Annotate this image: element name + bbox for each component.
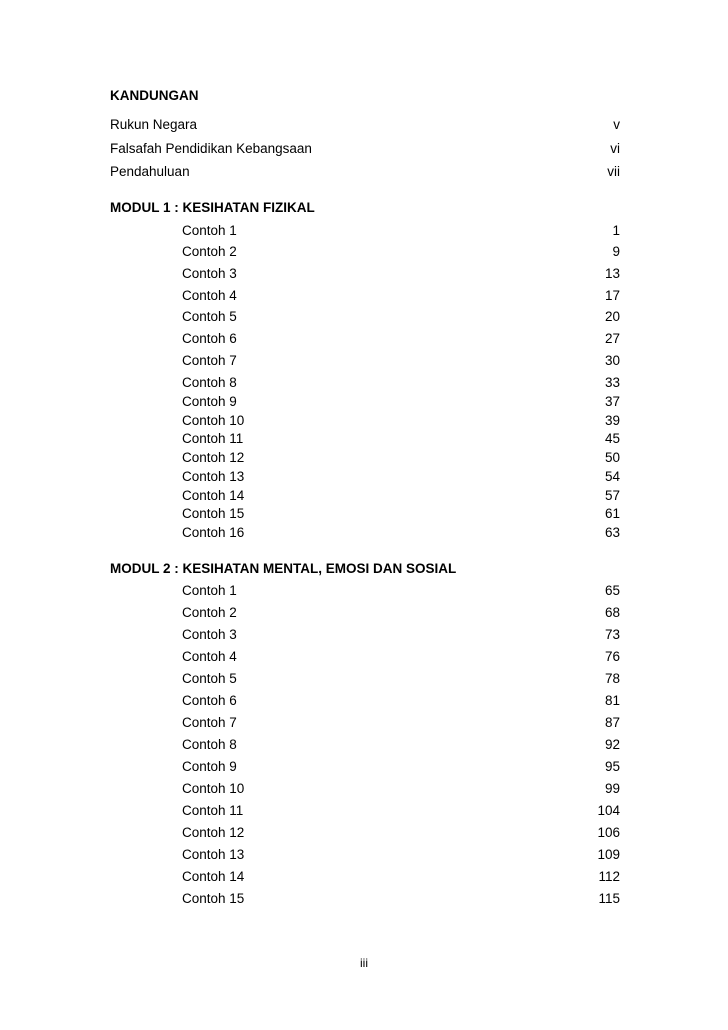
- toc-entry-page: 50: [604, 450, 620, 465]
- toc-entry-page: 73: [604, 627, 620, 642]
- toc-entry-page: 76: [604, 649, 620, 664]
- toc-entry-label: Contoh 3: [182, 627, 237, 642]
- toc-entry-page: 17: [604, 288, 620, 303]
- toc-entry-page: 33: [604, 375, 620, 390]
- list-item: [110, 582, 620, 600]
- toc-entry-page: 106: [597, 825, 620, 840]
- toc-entry-page: 63: [604, 525, 620, 540]
- toc-entry-label: Contoh 2: [182, 244, 237, 259]
- list-item: [110, 243, 620, 261]
- list-item: [110, 824, 620, 842]
- list-item: [110, 412, 620, 430]
- toc-entry-label: Pendahuluan: [110, 164, 190, 179]
- toc-entry-page: 78: [604, 671, 620, 686]
- toc-entry-label: Contoh 6: [182, 331, 237, 346]
- toc-entry-page: 61: [604, 506, 620, 521]
- list-item: [110, 487, 620, 505]
- toc-entry-label: Falsafah Pendidikan Kebangsaan: [110, 141, 312, 156]
- toc-entry-label: Contoh 11: [182, 803, 244, 818]
- toc-entry-page: vi: [610, 141, 620, 156]
- toc-entry-rukun-negara: [110, 116, 620, 134]
- toc-entry-label: Contoh 15: [182, 506, 245, 521]
- list-item: [110, 222, 620, 240]
- toc-entry-label: Contoh 14: [182, 869, 245, 884]
- toc-entry-page: 109: [597, 847, 620, 862]
- list-item: [110, 670, 620, 688]
- toc-entry-label: Contoh 11: [182, 431, 244, 446]
- toc-entry-label: Contoh 10: [182, 781, 245, 796]
- list-item: [110, 308, 620, 326]
- list-item: [110, 330, 620, 348]
- toc-entry-page: 68: [604, 605, 620, 620]
- list-item: [110, 430, 620, 448]
- toc-entry-label: Contoh 2: [182, 605, 237, 620]
- list-item: [110, 505, 620, 523]
- list-item: [110, 780, 620, 798]
- toc-entry-label: Contoh 12: [182, 825, 245, 840]
- toc-entry-label: Contoh 5: [182, 671, 237, 686]
- page-title: KANDUNGAN: [110, 88, 199, 103]
- toc-entry-label: Contoh 6: [182, 693, 237, 708]
- toc-entry-label: Contoh 10: [182, 413, 245, 428]
- toc-entry-page: 9: [612, 244, 620, 259]
- page-number: iii: [360, 956, 368, 970]
- toc-entry-page: 54: [604, 469, 620, 484]
- toc-entry-page: 37: [604, 394, 620, 409]
- list-item: [110, 802, 620, 820]
- list-item: [110, 626, 620, 644]
- toc-entry-label: Rukun Negara: [110, 117, 198, 132]
- toc-entry-page: vii: [607, 164, 620, 179]
- list-item: [110, 714, 620, 732]
- toc-entry-page: 115: [598, 891, 620, 906]
- toc-entry-label: Contoh 13: [182, 847, 245, 862]
- toc-entry-label: Contoh 9: [182, 759, 237, 774]
- toc-entry-label: Contoh 7: [182, 353, 237, 368]
- list-item: [110, 890, 620, 908]
- toc-entry-label: Contoh 8: [182, 375, 237, 390]
- toc-entry-page: v: [613, 117, 620, 132]
- toc-entry-label: Contoh 4: [182, 288, 237, 303]
- toc-entry-page: 65: [604, 583, 620, 598]
- list-item: [110, 758, 620, 776]
- toc-entry-page: 13: [604, 266, 620, 281]
- list-item: [110, 393, 620, 411]
- toc-entry-label: Contoh 14: [182, 488, 245, 503]
- toc-entry-page: 39: [604, 413, 620, 428]
- module-1-heading: MODUL 1 : KESIHATAN FIZIKAL: [110, 200, 315, 215]
- toc-entry-pendahuluan: [110, 163, 620, 181]
- toc-entry-page: 99: [604, 781, 620, 796]
- list-item: [110, 692, 620, 710]
- toc-entry-label: Contoh 8: [182, 737, 237, 752]
- list-item: [110, 524, 620, 542]
- toc-entry-label: Contoh 7: [182, 715, 237, 730]
- toc-entry-label: Contoh 13: [182, 469, 245, 484]
- toc-entry-falsafah: [110, 140, 620, 158]
- list-item: [110, 352, 620, 370]
- toc-entry-page: 87: [604, 715, 620, 730]
- toc-entry-label: Contoh 3: [182, 266, 237, 281]
- list-item: [110, 648, 620, 666]
- list-item: [110, 265, 620, 283]
- toc-entry-page: 45: [604, 431, 620, 446]
- toc-entry-page: 104: [597, 803, 620, 818]
- toc-entry-page: 27: [604, 331, 620, 346]
- list-item: [110, 468, 620, 486]
- toc-entry-page: 30: [604, 353, 620, 368]
- toc-entry-label: Contoh 15: [182, 891, 245, 906]
- list-item: [110, 604, 620, 622]
- toc-entry-page: 57: [604, 488, 620, 503]
- list-item: [110, 736, 620, 754]
- toc-entry-label: Contoh 1: [182, 583, 237, 598]
- toc-entry-label: Contoh 12: [182, 450, 245, 465]
- toc-entry-page: 81: [604, 693, 620, 708]
- toc-entry-label: Contoh 9: [182, 394, 237, 409]
- toc-entry-label: Contoh 16: [182, 525, 245, 540]
- list-item: [110, 868, 620, 886]
- list-item: [110, 846, 620, 864]
- toc-entry-label: Contoh 4: [182, 649, 237, 664]
- list-item: [110, 449, 620, 467]
- list-item: [110, 374, 620, 392]
- toc-entry-label: Contoh 1: [182, 223, 237, 238]
- list-item: [110, 287, 620, 305]
- module-2-heading: MODUL 2 : KESIHATAN MENTAL, EMOSI DAN SOSIAL: [110, 561, 457, 576]
- toc-entry-label: Contoh 5: [182, 309, 237, 324]
- toc-entry-page: 112: [598, 869, 620, 884]
- toc-entry-page: 95: [604, 759, 620, 774]
- toc-entry-page: 20: [604, 309, 620, 324]
- toc-entry-page: 1: [612, 223, 620, 238]
- toc-entry-page: 92: [604, 737, 620, 752]
